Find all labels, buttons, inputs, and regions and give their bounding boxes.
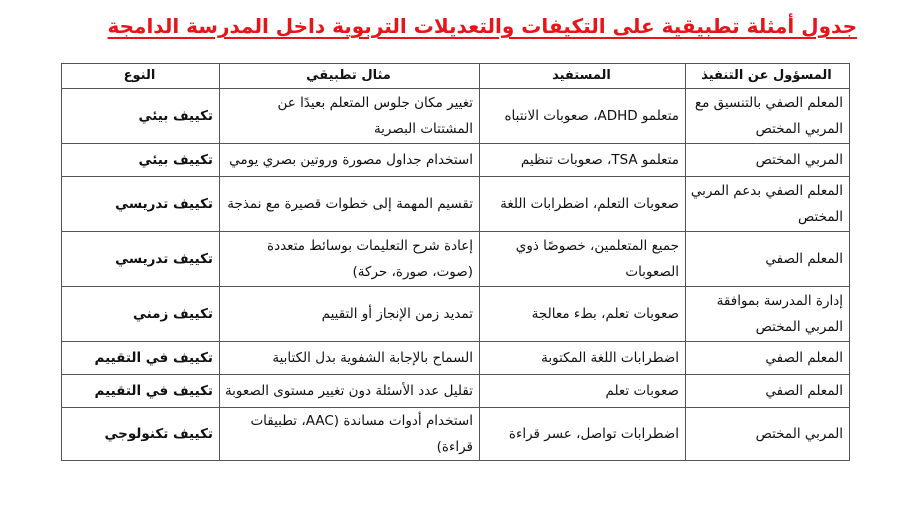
cell-example: استخدام جداول مصورة وروتين بصري يومي: [220, 144, 480, 177]
header-type: النوع: [62, 64, 220, 89]
cell-beneficiary: اضطرابات تواصل، عسر قراءة: [480, 408, 686, 461]
cell-type: تكييف في التقييم: [62, 342, 220, 375]
cell-responsible: المعلم الصفي: [686, 232, 850, 287]
cell-beneficiary: متعلمو TSA، صعوبات تنظيم: [480, 144, 686, 177]
cell-example: تقسيم المهمة إلى خطوات قصيرة مع نمذجة: [220, 177, 480, 232]
table-row: [62, 177, 850, 232]
cell-example: السماح بالإجابة الشفوية بدل الكتابية: [220, 342, 480, 375]
cell-example: تقليل عدد الأسئلة دون تغيير مستوى الصعوبة: [220, 375, 480, 408]
cell-beneficiary: متعلمو ADHD، صعوبات الانتباه: [480, 89, 686, 144]
cell-type: تكييف بيئي: [62, 89, 220, 144]
header-example: مثال تطبيقي: [220, 64, 480, 89]
cell-responsible: المربي المختص: [686, 144, 850, 177]
table-row: [62, 342, 850, 375]
table-row: [62, 89, 850, 144]
cell-type: تكييف بيئي: [62, 144, 220, 177]
header-beneficiary: المستفيد: [480, 64, 686, 89]
cell-type: تكييف في التقييم: [62, 375, 220, 408]
cell-example: إعادة شرح التعليمات بوسائط متعددة (صوت، صورة، حركة): [220, 232, 480, 287]
cell-responsible: المربي المختص: [686, 408, 850, 461]
page-title: جدول أمثلة تطبيقية على التكيفات والتعديلات التربوية داخل المدرسة الدامجة: [107, 14, 857, 38]
cell-responsible: المعلم الصفي بالتنسيق مع المربي المختص: [686, 89, 850, 144]
cell-type: تكييف تدريسي: [62, 177, 220, 232]
cell-type: تكييف تدريسي: [62, 232, 220, 287]
cell-beneficiary: جميع المتعلمين، خصوصًا ذوي الصعوبات: [480, 232, 686, 287]
cell-beneficiary: صعوبات تعلم: [480, 375, 686, 408]
table-header-row: [62, 64, 850, 89]
table-row: [62, 375, 850, 408]
cell-type: تكييف تكنولوجي: [62, 408, 220, 461]
cell-beneficiary: اضطرابات اللغة المكتوبة: [480, 342, 686, 375]
table-row: [62, 408, 850, 461]
cell-responsible: إدارة المدرسة بموافقة المربي المختص: [686, 287, 850, 342]
header-responsible: المسؤول عن التنفيذ: [686, 64, 850, 89]
cell-beneficiary: صعوبات تعلم، بطء معالجة: [480, 287, 686, 342]
table-row: [62, 287, 850, 342]
cell-responsible: المعلم الصفي: [686, 342, 850, 375]
table-row: [62, 232, 850, 287]
cell-example: استخدام أدوات مساندة (AAC، تطبيقات قراءة): [220, 408, 480, 461]
cell-beneficiary: صعوبات التعلم، اضطرابات اللغة: [480, 177, 686, 232]
adaptations-table: [61, 63, 850, 461]
table-row: [62, 144, 850, 177]
cell-responsible: المعلم الصفي: [686, 375, 850, 408]
cell-type: تكييف زمني: [62, 287, 220, 342]
cell-example: تمديد زمن الإنجاز أو التقييم: [220, 287, 480, 342]
cell-responsible: المعلم الصفي بدعم المربي المختص: [686, 177, 850, 232]
cell-example: تغيير مكان جلوس المتعلم بعيدًا عن المشتتات البصرية: [220, 89, 480, 144]
